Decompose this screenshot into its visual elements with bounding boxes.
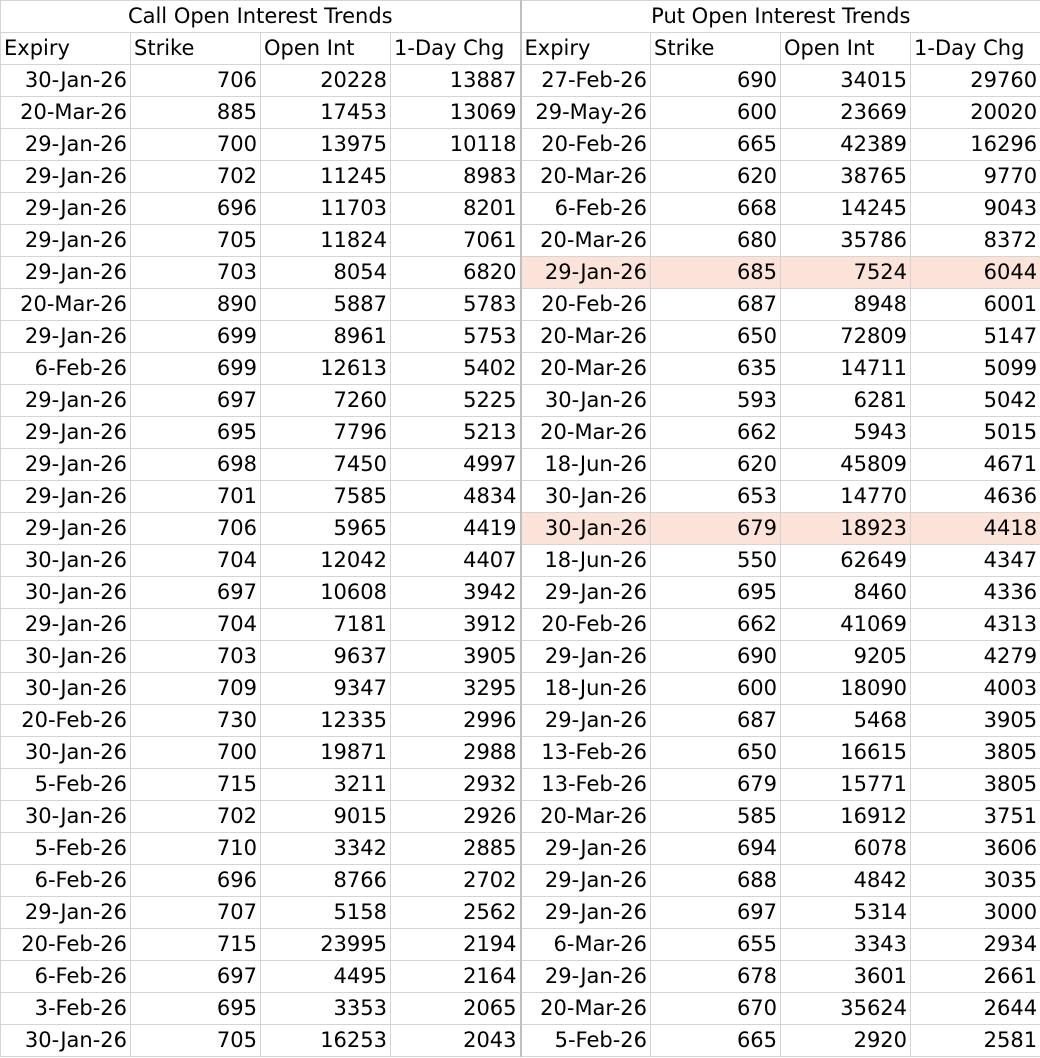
- call-cell-strike[interactable]: 706: [131, 65, 261, 97]
- call-cell-open-int[interactable]: 8766: [261, 865, 391, 897]
- put-cell-open-int[interactable]: 18923: [781, 513, 911, 545]
- put-cell-strike[interactable]: 665: [651, 1025, 781, 1057]
- put-cell-1-day-chg[interactable]: 4003: [911, 673, 1040, 705]
- put-cell-open-int[interactable]: 38765: [781, 161, 911, 193]
- put-cell-1-day-chg[interactable]: 3035: [911, 865, 1040, 897]
- put-cell-1-day-chg[interactable]: 5099: [911, 353, 1040, 385]
- put-cell-expiry[interactable]: 29-Jan-26: [521, 257, 651, 289]
- call-cell-strike[interactable]: 696: [131, 193, 261, 225]
- put-cell-expiry[interactable]: 29-Jan-26: [521, 641, 651, 673]
- call-cell-1-day-chg[interactable]: 10118: [391, 129, 521, 161]
- call-cell-1-day-chg[interactable]: 2562: [391, 897, 521, 929]
- put-cell-expiry[interactable]: 20-Mar-26: [521, 993, 651, 1025]
- call-cell-strike[interactable]: 701: [131, 481, 261, 513]
- call-cell-open-int[interactable]: 7796: [261, 417, 391, 449]
- put-cell-open-int[interactable]: 2920: [781, 1025, 911, 1057]
- call-cell-open-int[interactable]: 4495: [261, 961, 391, 993]
- put-cell-open-int[interactable]: 16912: [781, 801, 911, 833]
- table-row: [1, 801, 1040, 833]
- call-cell-open-int[interactable]: 7450: [261, 449, 391, 481]
- put-cell-1-day-chg[interactable]: 9043: [911, 193, 1040, 225]
- call-cell-1-day-chg[interactable]: 2043: [391, 1025, 521, 1057]
- call-cell-expiry[interactable]: 30-Jan-26: [1, 641, 131, 673]
- put-cell-open-int[interactable]: 23669: [781, 97, 911, 129]
- call-cell-expiry[interactable]: 30-Jan-26: [1, 737, 131, 769]
- header-row: [1, 33, 1040, 65]
- call-cell-expiry[interactable]: 5-Feb-26: [1, 769, 131, 801]
- put-cell-expiry[interactable]: 13-Feb-26: [521, 737, 651, 769]
- put-cell-strike[interactable]: 687: [651, 705, 781, 737]
- put-cell-1-day-chg[interactable]: 5147: [911, 321, 1040, 353]
- put-section-title[interactable]: Put Open Interest Trends: [521, 1, 1040, 33]
- call-cell-1-day-chg[interactable]: 2065: [391, 993, 521, 1025]
- put-cell-1-day-chg[interactable]: 4279: [911, 641, 1040, 673]
- put-cell-expiry[interactable]: 20-Mar-26: [521, 417, 651, 449]
- put-cell-strike[interactable]: 695: [651, 577, 781, 609]
- call-cell-strike[interactable]: 697: [131, 577, 261, 609]
- call-cell-open-int[interactable]: 16253: [261, 1025, 391, 1057]
- call-section-title[interactable]: Call Open Interest Trends: [1, 1, 521, 33]
- put-cell-expiry[interactable]: 18-Jun-26: [521, 545, 651, 577]
- put-cell-expiry[interactable]: 18-Jun-26: [521, 449, 651, 481]
- put-cell-open-int[interactable]: 3343: [781, 929, 911, 961]
- table-row: [1, 481, 1040, 513]
- call-cell-strike[interactable]: 700: [131, 737, 261, 769]
- call-cell-1-day-chg[interactable]: 4407: [391, 545, 521, 577]
- put-cell-open-int[interactable]: 14770: [781, 481, 911, 513]
- put-cell-expiry[interactable]: 20-Mar-26: [521, 353, 651, 385]
- call-cell-expiry[interactable]: 20-Mar-26: [1, 97, 131, 129]
- call-header-1-day-chg[interactable]: 1-Day Chg: [391, 33, 521, 65]
- put-cell-open-int[interactable]: 34015: [781, 65, 911, 97]
- put-cell-strike[interactable]: 697: [651, 897, 781, 929]
- put-cell-expiry[interactable]: 20-Mar-26: [521, 801, 651, 833]
- put-cell-open-int[interactable]: 41069: [781, 609, 911, 641]
- call-cell-expiry[interactable]: 30-Jan-26: [1, 1025, 131, 1057]
- put-cell-open-int[interactable]: 14245: [781, 193, 911, 225]
- call-cell-expiry[interactable]: 29-Jan-26: [1, 225, 131, 257]
- put-cell-expiry[interactable]: 29-Jan-26: [521, 961, 651, 993]
- put-cell-expiry[interactable]: 20-Mar-26: [521, 321, 651, 353]
- call-cell-strike[interactable]: 703: [131, 257, 261, 289]
- call-cell-strike[interactable]: 890: [131, 289, 261, 321]
- table-row: [1, 737, 1040, 769]
- put-cell-expiry[interactable]: 18-Jun-26: [521, 673, 651, 705]
- put-cell-strike[interactable]: 668: [651, 193, 781, 225]
- call-cell-1-day-chg[interactable]: 2996: [391, 705, 521, 737]
- put-cell-open-int[interactable]: 6281: [781, 385, 911, 417]
- call-cell-1-day-chg[interactable]: 5753: [391, 321, 521, 353]
- put-cell-strike[interactable]: 680: [651, 225, 781, 257]
- table-row: [1, 769, 1040, 801]
- call-cell-expiry[interactable]: 29-Jan-26: [1, 161, 131, 193]
- call-cell-expiry[interactable]: 29-Jan-26: [1, 449, 131, 481]
- call-cell-1-day-chg[interactable]: 2932: [391, 769, 521, 801]
- call-cell-strike[interactable]: 703: [131, 641, 261, 673]
- put-cell-1-day-chg[interactable]: 4671: [911, 449, 1040, 481]
- call-cell-expiry[interactable]: 29-Jan-26: [1, 481, 131, 513]
- put-cell-expiry[interactable]: 30-Jan-26: [521, 385, 651, 417]
- put-cell-open-int[interactable]: 35786: [781, 225, 911, 257]
- put-cell-strike[interactable]: 635: [651, 353, 781, 385]
- call-cell-expiry[interactable]: 20-Feb-26: [1, 929, 131, 961]
- put-cell-1-day-chg[interactable]: 3606: [911, 833, 1040, 865]
- put-header-expiry[interactable]: Expiry: [521, 33, 651, 65]
- put-cell-strike[interactable]: 620: [651, 449, 781, 481]
- call-cell-1-day-chg[interactable]: 2702: [391, 865, 521, 897]
- call-cell-expiry[interactable]: 29-Jan-26: [1, 897, 131, 929]
- put-cell-strike[interactable]: 687: [651, 289, 781, 321]
- call-cell-expiry[interactable]: 6-Feb-26: [1, 353, 131, 385]
- call-cell-1-day-chg[interactable]: 4997: [391, 449, 521, 481]
- put-cell-open-int[interactable]: 45809: [781, 449, 911, 481]
- put-cell-expiry[interactable]: 6-Feb-26: [521, 193, 651, 225]
- put-cell-strike[interactable]: 685: [651, 257, 781, 289]
- put-cell-open-int[interactable]: 3601: [781, 961, 911, 993]
- call-cell-strike[interactable]: 709: [131, 673, 261, 705]
- call-cell-1-day-chg[interactable]: 3295: [391, 673, 521, 705]
- call-cell-1-day-chg[interactable]: 5225: [391, 385, 521, 417]
- put-cell-expiry[interactable]: 6-Mar-26: [521, 929, 651, 961]
- call-cell-1-day-chg[interactable]: 4834: [391, 481, 521, 513]
- put-cell-1-day-chg[interactable]: 2644: [911, 993, 1040, 1025]
- call-cell-expiry[interactable]: 29-Jan-26: [1, 385, 131, 417]
- put-cell-strike[interactable]: 620: [651, 161, 781, 193]
- put-cell-open-int[interactable]: 5468: [781, 705, 911, 737]
- put-cell-1-day-chg[interactable]: 9770: [911, 161, 1040, 193]
- call-cell-open-int[interactable]: 8054: [261, 257, 391, 289]
- call-cell-open-int[interactable]: 9015: [261, 801, 391, 833]
- call-cell-strike[interactable]: 695: [131, 417, 261, 449]
- put-header-1-day-chg[interactable]: 1-Day Chg: [911, 33, 1040, 65]
- call-cell-1-day-chg[interactable]: 13887: [391, 65, 521, 97]
- put-cell-expiry[interactable]: 13-Feb-26: [521, 769, 651, 801]
- put-cell-open-int[interactable]: 7524: [781, 257, 911, 289]
- put-cell-1-day-chg[interactable]: 4336: [911, 577, 1040, 609]
- put-cell-1-day-chg[interactable]: 8372: [911, 225, 1040, 257]
- call-cell-expiry[interactable]: 6-Feb-26: [1, 865, 131, 897]
- table-row: [1, 65, 1040, 97]
- call-cell-1-day-chg[interactable]: 8983: [391, 161, 521, 193]
- put-cell-expiry[interactable]: 27-Feb-26: [521, 65, 651, 97]
- put-cell-strike[interactable]: 690: [651, 641, 781, 673]
- put-cell-1-day-chg[interactable]: 5015: [911, 417, 1040, 449]
- call-header-strike[interactable]: Strike: [131, 33, 261, 65]
- put-cell-open-int[interactable]: 15771: [781, 769, 911, 801]
- table-row: [1, 385, 1040, 417]
- put-cell-strike[interactable]: 679: [651, 769, 781, 801]
- call-cell-strike[interactable]: 710: [131, 833, 261, 865]
- call-cell-open-int[interactable]: 19871: [261, 737, 391, 769]
- put-cell-expiry[interactable]: 29-Jan-26: [521, 865, 651, 897]
- put-cell-1-day-chg[interactable]: 29760: [911, 65, 1040, 97]
- call-cell-expiry[interactable]: 30-Jan-26: [1, 545, 131, 577]
- put-cell-strike[interactable]: 650: [651, 321, 781, 353]
- call-cell-expiry[interactable]: 29-Jan-26: [1, 417, 131, 449]
- put-cell-open-int[interactable]: 8460: [781, 577, 911, 609]
- call-cell-expiry[interactable]: 30-Jan-26: [1, 673, 131, 705]
- table-row: [1, 289, 1040, 321]
- call-cell-open-int[interactable]: 9347: [261, 673, 391, 705]
- call-cell-open-int[interactable]: 12335: [261, 705, 391, 737]
- call-cell-open-int[interactable]: 7260: [261, 385, 391, 417]
- call-cell-open-int[interactable]: 3342: [261, 833, 391, 865]
- put-cell-open-int[interactable]: 35624: [781, 993, 911, 1025]
- put-cell-1-day-chg[interactable]: 3805: [911, 769, 1040, 801]
- call-cell-strike[interactable]: 699: [131, 353, 261, 385]
- put-cell-expiry[interactable]: 20-Mar-26: [521, 161, 651, 193]
- put-cell-1-day-chg[interactable]: 3905: [911, 705, 1040, 737]
- call-cell-open-int[interactable]: 13975: [261, 129, 391, 161]
- call-cell-open-int[interactable]: 5158: [261, 897, 391, 929]
- put-cell-expiry[interactable]: 29-May-26: [521, 97, 651, 129]
- put-cell-expiry[interactable]: 29-Jan-26: [521, 897, 651, 929]
- call-cell-expiry[interactable]: 20-Mar-26: [1, 289, 131, 321]
- call-cell-1-day-chg[interactable]: 8201: [391, 193, 521, 225]
- put-cell-expiry[interactable]: 29-Jan-26: [521, 833, 651, 865]
- table-row: [1, 257, 1040, 289]
- put-cell-1-day-chg[interactable]: 3805: [911, 737, 1040, 769]
- call-cell-open-int[interactable]: 5965: [261, 513, 391, 545]
- put-cell-strike[interactable]: 600: [651, 97, 781, 129]
- put-cell-strike[interactable]: 650: [651, 737, 781, 769]
- put-cell-1-day-chg[interactable]: 4636: [911, 481, 1040, 513]
- put-cell-strike[interactable]: 593: [651, 385, 781, 417]
- call-cell-1-day-chg[interactable]: 2194: [391, 929, 521, 961]
- call-cell-strike[interactable]: 730: [131, 705, 261, 737]
- put-cell-open-int[interactable]: 9205: [781, 641, 911, 673]
- table-row: [1, 993, 1040, 1025]
- put-cell-strike[interactable]: 585: [651, 801, 781, 833]
- call-cell-strike[interactable]: 715: [131, 929, 261, 961]
- put-cell-1-day-chg[interactable]: 4313: [911, 609, 1040, 641]
- put-cell-expiry[interactable]: 20-Mar-26: [521, 225, 651, 257]
- call-cell-open-int[interactable]: 11245: [261, 161, 391, 193]
- table-row: [1, 961, 1040, 993]
- put-cell-expiry[interactable]: 29-Jan-26: [521, 705, 651, 737]
- call-cell-open-int[interactable]: 23995: [261, 929, 391, 961]
- call-cell-open-int[interactable]: 3353: [261, 993, 391, 1025]
- call-cell-open-int[interactable]: 20228: [261, 65, 391, 97]
- call-cell-open-int[interactable]: 7181: [261, 609, 391, 641]
- call-cell-1-day-chg[interactable]: 3942: [391, 577, 521, 609]
- put-cell-expiry[interactable]: 20-Feb-26: [521, 289, 651, 321]
- call-cell-strike[interactable]: 705: [131, 1025, 261, 1057]
- put-cell-strike[interactable]: 653: [651, 481, 781, 513]
- call-cell-strike[interactable]: 706: [131, 513, 261, 545]
- call-cell-expiry[interactable]: 29-Jan-26: [1, 257, 131, 289]
- call-cell-open-int[interactable]: 17453: [261, 97, 391, 129]
- call-cell-strike[interactable]: 707: [131, 897, 261, 929]
- put-cell-expiry[interactable]: 20-Feb-26: [521, 609, 651, 641]
- call-cell-strike[interactable]: 697: [131, 961, 261, 993]
- put-cell-open-int[interactable]: 5943: [781, 417, 911, 449]
- put-header-strike[interactable]: Strike: [651, 33, 781, 65]
- call-cell-1-day-chg[interactable]: 5402: [391, 353, 521, 385]
- put-cell-1-day-chg[interactable]: 3000: [911, 897, 1040, 929]
- put-cell-open-int[interactable]: 62649: [781, 545, 911, 577]
- put-header-open-int[interactable]: Open Int: [781, 33, 911, 65]
- title-row: [1, 1, 1040, 33]
- call-cell-strike[interactable]: 885: [131, 97, 261, 129]
- call-cell-1-day-chg[interactable]: 6820: [391, 257, 521, 289]
- call-cell-1-day-chg[interactable]: 2885: [391, 833, 521, 865]
- put-cell-1-day-chg[interactable]: 4418: [911, 513, 1040, 545]
- call-cell-open-int[interactable]: 3211: [261, 769, 391, 801]
- put-cell-open-int[interactable]: 16615: [781, 737, 911, 769]
- table-row: [1, 449, 1040, 481]
- call-cell-expiry[interactable]: 5-Feb-26: [1, 833, 131, 865]
- call-cell-strike[interactable]: 715: [131, 769, 261, 801]
- table-row: [1, 673, 1040, 705]
- put-cell-expiry[interactable]: 29-Jan-26: [521, 577, 651, 609]
- table-row: [1, 193, 1040, 225]
- put-cell-strike[interactable]: 665: [651, 129, 781, 161]
- table-row: [1, 129, 1040, 161]
- table-row: [1, 321, 1040, 353]
- table-row: [1, 641, 1040, 673]
- put-cell-1-day-chg[interactable]: 6044: [911, 257, 1040, 289]
- put-cell-strike[interactable]: 679: [651, 513, 781, 545]
- put-cell-strike[interactable]: 662: [651, 609, 781, 641]
- call-cell-open-int[interactable]: 8961: [261, 321, 391, 353]
- put-cell-expiry[interactable]: 30-Jan-26: [521, 513, 651, 545]
- call-cell-expiry[interactable]: 30-Jan-26: [1, 801, 131, 833]
- put-cell-1-day-chg[interactable]: 5042: [911, 385, 1040, 417]
- call-cell-expiry[interactable]: 3-Feb-26: [1, 993, 131, 1025]
- put-cell-open-int[interactable]: 4842: [781, 865, 911, 897]
- call-cell-open-int[interactable]: 7585: [261, 481, 391, 513]
- table-row: [1, 609, 1040, 641]
- put-cell-strike[interactable]: 670: [651, 993, 781, 1025]
- call-cell-1-day-chg[interactable]: 2988: [391, 737, 521, 769]
- put-cell-strike[interactable]: 600: [651, 673, 781, 705]
- call-cell-open-int[interactable]: 5887: [261, 289, 391, 321]
- put-cell-expiry[interactable]: 5-Feb-26: [521, 1025, 651, 1057]
- table-row: [1, 929, 1040, 961]
- put-cell-expiry[interactable]: 30-Jan-26: [521, 481, 651, 513]
- put-cell-strike[interactable]: 688: [651, 865, 781, 897]
- put-cell-1-day-chg[interactable]: 20020: [911, 97, 1040, 129]
- call-cell-expiry[interactable]: 30-Jan-26: [1, 65, 131, 97]
- call-cell-open-int[interactable]: 11824: [261, 225, 391, 257]
- call-cell-strike[interactable]: 702: [131, 801, 261, 833]
- table-row: [1, 833, 1040, 865]
- call-cell-expiry[interactable]: 29-Jan-26: [1, 193, 131, 225]
- call-cell-1-day-chg[interactable]: 2926: [391, 801, 521, 833]
- put-cell-1-day-chg[interactable]: 2934: [911, 929, 1040, 961]
- put-cell-open-int[interactable]: 72809: [781, 321, 911, 353]
- put-cell-expiry[interactable]: 20-Feb-26: [521, 129, 651, 161]
- call-cell-strike[interactable]: 697: [131, 385, 261, 417]
- put-cell-open-int[interactable]: 18090: [781, 673, 911, 705]
- put-cell-open-int[interactable]: 14711: [781, 353, 911, 385]
- put-cell-open-int[interactable]: 6078: [781, 833, 911, 865]
- call-cell-1-day-chg[interactable]: 2164: [391, 961, 521, 993]
- put-cell-1-day-chg[interactable]: 2581: [911, 1025, 1040, 1057]
- put-cell-open-int[interactable]: 42389: [781, 129, 911, 161]
- table-row: [1, 161, 1040, 193]
- call-cell-open-int[interactable]: 11703: [261, 193, 391, 225]
- call-cell-open-int[interactable]: 12042: [261, 545, 391, 577]
- call-cell-1-day-chg[interactable]: 5213: [391, 417, 521, 449]
- put-cell-strike[interactable]: 655: [651, 929, 781, 961]
- put-cell-strike[interactable]: 690: [651, 65, 781, 97]
- call-cell-open-int[interactable]: 12613: [261, 353, 391, 385]
- table-row: [1, 513, 1040, 545]
- put-cell-strike[interactable]: 694: [651, 833, 781, 865]
- call-cell-strike[interactable]: 702: [131, 161, 261, 193]
- call-cell-strike[interactable]: 698: [131, 449, 261, 481]
- call-cell-1-day-chg[interactable]: 13069: [391, 97, 521, 129]
- call-cell-expiry[interactable]: 6-Feb-26: [1, 961, 131, 993]
- table-row: [1, 225, 1040, 257]
- call-cell-expiry[interactable]: 20-Feb-26: [1, 705, 131, 737]
- call-cell-1-day-chg[interactable]: 7061: [391, 225, 521, 257]
- call-cell-strike[interactable]: 695: [131, 993, 261, 1025]
- call-cell-strike[interactable]: 704: [131, 609, 261, 641]
- table-row: [1, 865, 1040, 897]
- table-row: [1, 417, 1040, 449]
- call-cell-1-day-chg[interactable]: 3912: [391, 609, 521, 641]
- call-cell-strike[interactable]: 705: [131, 225, 261, 257]
- call-header-open-int[interactable]: Open Int: [261, 33, 391, 65]
- call-cell-expiry[interactable]: 29-Jan-26: [1, 129, 131, 161]
- call-cell-1-day-chg[interactable]: 3905: [391, 641, 521, 673]
- put-cell-strike[interactable]: 678: [651, 961, 781, 993]
- call-cell-expiry[interactable]: 29-Jan-26: [1, 609, 131, 641]
- call-cell-open-int[interactable]: 9637: [261, 641, 391, 673]
- table-row: [1, 705, 1040, 737]
- put-cell-open-int[interactable]: 5314: [781, 897, 911, 929]
- table-row: [1, 353, 1040, 385]
- table-row: [1, 545, 1040, 577]
- call-cell-expiry[interactable]: 30-Jan-26: [1, 577, 131, 609]
- call-cell-1-day-chg[interactable]: 5783: [391, 289, 521, 321]
- call-cell-1-day-chg[interactable]: 4419: [391, 513, 521, 545]
- table-row: [1, 1025, 1040, 1057]
- table-row: [1, 97, 1040, 129]
- table-row: [1, 577, 1040, 609]
- put-cell-1-day-chg[interactable]: 3751: [911, 801, 1040, 833]
- call-cell-expiry[interactable]: 29-Jan-26: [1, 513, 131, 545]
- call-cell-strike[interactable]: 704: [131, 545, 261, 577]
- put-cell-1-day-chg[interactable]: 6001: [911, 289, 1040, 321]
- put-cell-1-day-chg[interactable]: 4347: [911, 545, 1040, 577]
- call-header-expiry[interactable]: Expiry: [1, 33, 131, 65]
- put-cell-strike[interactable]: 662: [651, 417, 781, 449]
- table-row: [1, 897, 1040, 929]
- call-cell-strike[interactable]: 696: [131, 865, 261, 897]
- put-cell-strike[interactable]: 550: [651, 545, 781, 577]
- put-cell-1-day-chg[interactable]: 2661: [911, 961, 1040, 993]
- put-cell-1-day-chg[interactable]: 16296: [911, 129, 1040, 161]
- put-cell-open-int[interactable]: 8948: [781, 289, 911, 321]
- call-cell-strike[interactable]: 700: [131, 129, 261, 161]
- call-cell-expiry[interactable]: 29-Jan-26: [1, 321, 131, 353]
- call-cell-strike[interactable]: 699: [131, 321, 261, 353]
- call-cell-open-int[interactable]: 10608: [261, 577, 391, 609]
